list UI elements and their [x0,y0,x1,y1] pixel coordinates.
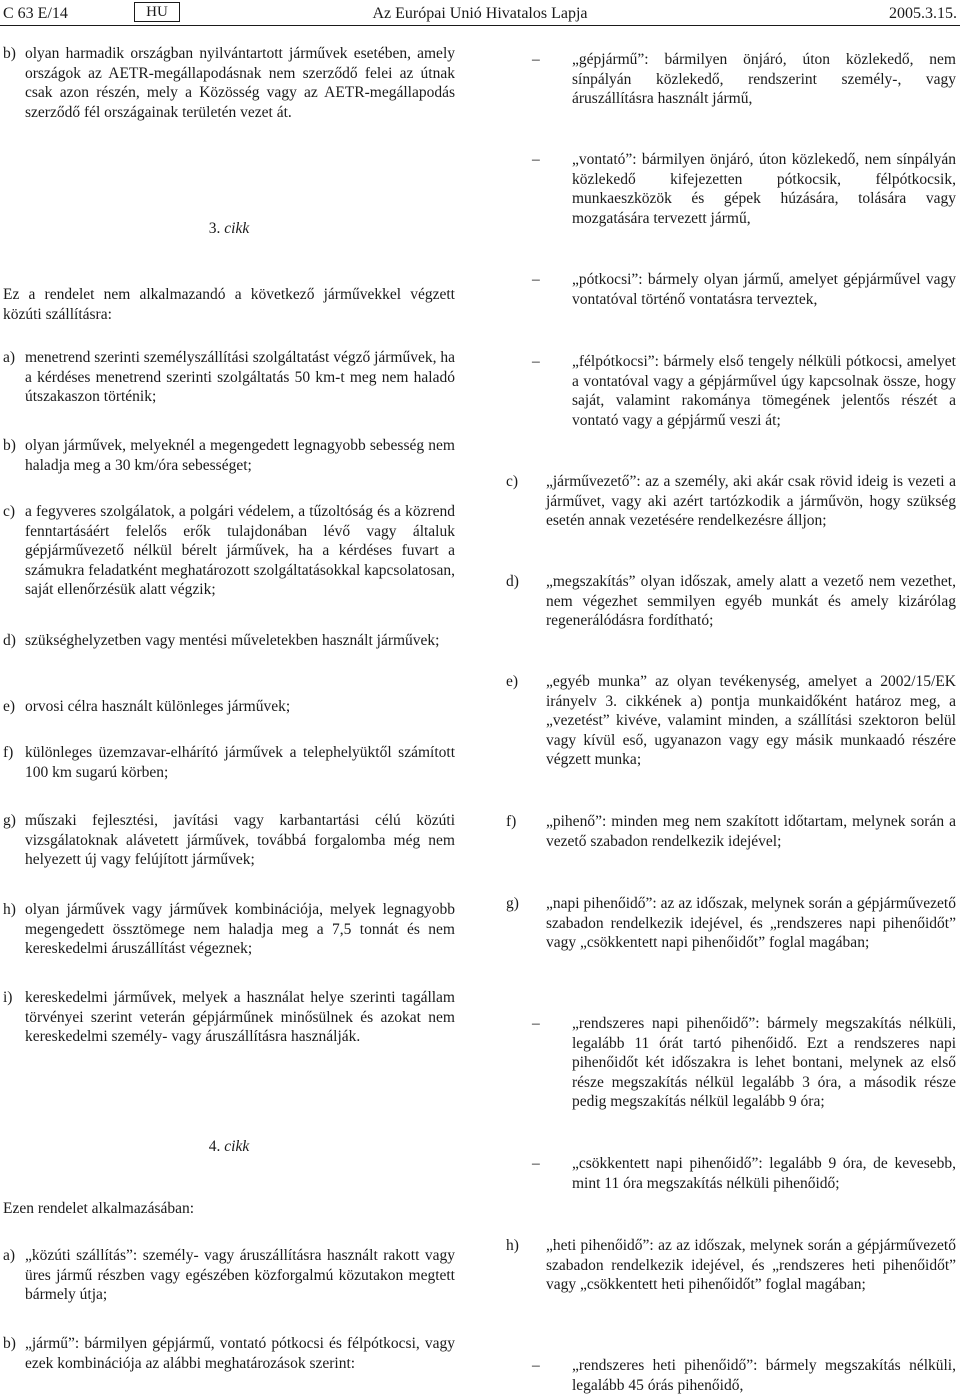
article-word: cikk [224,1138,250,1155]
item-label: c) [506,473,519,490]
list-item [3,44,455,122]
item-label: e) [506,673,519,690]
item-text: „rendszeres napi pihenőidő”: bármely megszakítás nélküli, legalább 11 órát tartó pihenőidő. Ezt a rendszeres napi pihenőidőt két időszakra is lehet bontani, melynek az első része megszakítás nélkül legalább 3 óra, a második része pedig megszakítás nélkül legalább 9 óra; [572,1015,956,1111]
item-text: szükséghelyzetben vagy mentési műveletekben használt járművek; [25,632,440,649]
item-text: „közúti szállítás”: személy- vagy áruszállításra használt rakott vagy üres jármű részben vagy egészében közforgalmú közutakon megtett bármely útja; [25,1247,455,1304]
item-label: b) [3,437,16,454]
item-text: „napi pihenőidő”: az az időszak, melynek során a gépjárművezető szabadon rendelkezik idejével, és „rendszeres napi pihenőidőt” vagy „csökkentett napi pihenőidőt” foglal magában; [546,895,956,952]
item-text: „járművezető”: az a személy, aki akár csak rövid ideig is vezeti a járművet, vagy aki azért tartózkodik a járművön, hogy szükség esetén annak vezetésére rendelkezésre álljon; [546,473,956,530]
item-label: b) [3,1335,16,1352]
dash-marker: – [532,353,540,370]
item-text: „félpótkocsi”: bármely első tengely nélküli pótkocsi, amelyet a vontatóval vagy a gépjárművel úgy kapcsolnak össze, hogy saját, valamint rakománya tömegének jelentős részét a vontató vagy a gépjármű veszi át; [572,353,956,429]
item-text: olyan járművek vagy járművek kombinációja, melyek legnagyobb megengedett össztömege nem haladja meg a 7,5 tonnát és nem kereskedelmi áruszállítást végeznek; [25,901,455,958]
list-item [506,672,956,770]
list-item [532,50,956,109]
dash-marker: – [532,51,540,68]
item-text: „pihenő”: minden meg nem szakított időtartam, melynek során a vezető szabadon rendelkezik idejével; [546,813,956,850]
article-3-intro [3,285,455,324]
item-text: a fegyveres szolgálatok, a polgári védelem, a tűzoltóság és a közrend fenntartásáért felelős erők tulajdonában lévő vagy általuk gépjárművezető nélkül bérelt járművek, ha a kérdéses fuvart a számukra feladatként meghatározott szolgáltatásokkal kapcsolatosan, saját ellenőrzésük alatt végzik; [25,503,455,599]
list-item [3,743,455,782]
item-label: b) [3,45,16,62]
list-item [532,150,956,228]
item-text: „egyéb munka” az olyan tevékenység, amelyet a 2002/15/EK irányelv 3. cikkének a) pontja munkaidőként határoz meg, a „vezetést” kivéve, valamint minden, a szállítási szektoron belül vagy kívül eső, ugyanazon vagy egy másik munkaadó részére végzett munka; [546,673,956,769]
item-label: d) [506,573,519,590]
article-3-heading [3,219,455,239]
list-item [3,1246,455,1305]
item-text: olyan járművek, melyeknél a megengedett legnagyobb sebesség nem haladja meg a 30 km/óra sebességet; [25,437,455,474]
item-text: menetrend szerinti személyszállítási szolgáltatást végző járművek, ha a kérdéses menetrend szerinti szolgáltatás 50 km-t meg nem haladó útszakaszon történik; [25,349,455,406]
list-item [506,472,956,531]
item-text: kereskedelmi járművek, melyek a használat helye szerinti tagállam törvényei szerint veterán gépjárműnek minősülnek és azokat nem kereskedelmi személy- vagy áruszállításra használják. [25,989,455,1046]
item-label: h) [506,1237,519,1254]
item-text: „megszakítás” olyan időszak, amely alatt a vezető nem vezethet, nem végezhet semmilyen egyéb munkát és amely kizárólag regenerálódásra fordítható; [546,573,956,630]
dash-marker: – [532,151,540,168]
item-label: c) [3,503,16,520]
intro-text: Ez a rendelet nem alkalmazandó a következő járművekkel végzett közúti szállításra: [3,286,455,323]
header-rule [0,25,960,26]
list-item [532,1154,956,1193]
article-4-intro [3,1199,455,1219]
page-header [0,2,960,26]
article-number: 4. [208,1138,221,1155]
item-text: „vontató”: bármilyen önjáró, úton közlekedő, nem sínpályán közlekedő kifejezetten pótkocsik, félpótkocsik, munkaeszközök és gépek húzására, tolására vagy mozgatására tervezett jármű, [572,151,956,227]
item-label: h) [3,901,16,918]
language-badge: HU [134,2,180,22]
page-reference: C 63 E/14 [3,5,68,22]
item-text: orvosi célra használt különleges járművek; [25,698,291,715]
list-item [3,811,455,870]
list-item [532,1014,956,1112]
item-label: f) [3,744,14,761]
item-text: „rendszeres heti pihenőidő”: bármely megszakítás nélküli, legalább 45 órás pihenőidő, [572,1357,956,1394]
journal-title: Az Európai Unió Hivatalos Lapja [372,5,588,22]
item-label: a) [3,1247,16,1264]
intro-text: Ezen rendelet alkalmazásában: [3,1200,195,1217]
item-label: g) [3,812,16,829]
item-text: olyan harmadik országban nyilvántartott járművek esetében, amely országok az AETR-megállapodásnak nem szerződő felei az útnak csak azon részén, mely a Közösség vagy az AETR-megállapodás szerződő fél országainak területén vezet át. [25,45,455,121]
list-item [506,812,956,851]
list-item [532,352,956,430]
list-item [3,502,455,600]
item-label: f) [506,813,517,830]
item-label: i) [3,989,13,1006]
item-label: a) [3,349,16,366]
list-item [3,631,455,651]
list-item [3,900,455,959]
item-text: „jármű”: bármilyen gépjármű, vontató pótkocsi és félpótkocsi, vagy ezek kombinációja az alábbi meghatározások szerint: [25,1335,455,1372]
list-item [506,894,956,953]
dash-marker: – [532,1155,540,1172]
item-text: „pótkocsi”: bármely olyan jármű, amelyet gépjárművel vagy vontatóval történő vontatásra terveztek, [572,271,956,308]
article-4-heading [3,1137,455,1157]
dash-marker: – [532,271,540,288]
item-text: „gépjármű”: bármilyen önjáró, úton közlekedő, nem sínpályán közlekedő, rendszerint személy-, vagy áruszállításra használt jármű, [572,51,956,108]
list-item [3,697,455,717]
item-text: különleges üzemzavar-elhárító járművek a telephelyüktől számított 100 km sugarú körben; [25,744,455,781]
list-item [3,1334,455,1373]
list-item [532,1356,956,1395]
publication-date: 2005.3.15. [889,5,957,22]
article-word: cikk [224,220,250,237]
item-text: „heti pihenőidő”: az az időszak, melynek során a gépjárművezető szabadon rendelkezik idejével, és „rendszeres heti pihenőidőt” vagy „csökkentett heti pihenőidőt” foglal magában; [546,1237,956,1294]
article-number: 3. [208,220,221,237]
list-item [3,988,455,1047]
list-item [532,270,956,309]
list-item [506,572,956,631]
item-label: d) [3,632,16,649]
dash-marker: – [532,1015,540,1032]
list-item [3,436,455,475]
item-label: e) [3,698,16,715]
list-item [506,1236,956,1295]
item-text: műszaki fejlesztési, javítási vagy karbantartási célú közúti vizsgálatoknak alávetett járművek, továbbá forgalomba még nem helyezett új vagy felújított járművek; [25,812,455,869]
item-label: g) [506,895,519,912]
item-text: „csökkentett napi pihenőidő”: legalább 9 óra, de kevesebb, mint 11 óra megszakítás nélküli pihenőidő; [572,1155,956,1192]
list-item [3,348,455,407]
dash-marker: – [532,1357,540,1374]
